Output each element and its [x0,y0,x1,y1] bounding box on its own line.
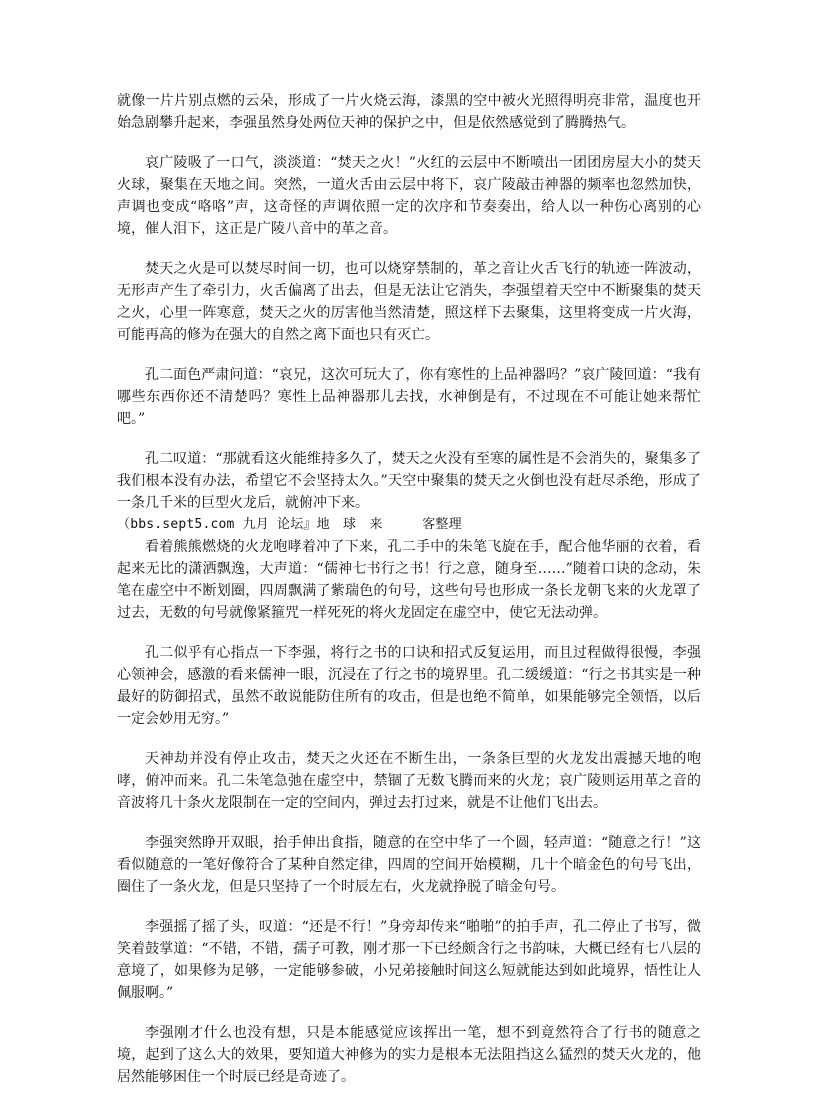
document-body [117,90,701,1106]
paragraph-4: 孔二面色严肃问道：“哀兄，这次可玩大了，你有寒性的上品神器吗？”哀广陵回道：“我有哪些东西你还不清楚吗？寒性上品神器那儿去找，水神倒是有，不过现在不可能让她来帮忙吧。” [117,367,701,427]
paragraph-7: 孔二似乎有心指点一下李强，将行之书的口诀和招式反复运用，而且过程做得很慢，李强心领神会，感激的看来儒神一眼，沉浸在了行之书的境界里。孔二缓缓道：“行之书其实是一种最好的防御招式，虽然不敢说能防住所有的攻击，但是也绝不简单，如果能够完全领悟，以后一定会妙用无穷。” [117,645,701,727]
paragraph-11: 李强刚才什么也没有想，只是本能感觉应该挥出一笔，想不到竟然符合了行书的随意之境，起到了这么大的效果，要知道大神修为的实力是根本无法阻挡这么猛烈的焚天火龙的，他居然能够困住一个时辰已经是奇迹了。 [117,1025,701,1085]
paragraph-9: 李强突然睁开双眼，抬手伸出食指，随意的在空中华了一个圆，轻声道：“随意之行！”这看似随意的一笔好像符合了某种自然定律，四周的空间开始模糊，几十个暗金色的句号飞出，圈住了一条火龙，但是只坚持了一个时辰左右，火龙就挣脱了暗金句号。 [117,835,701,895]
paragraph-1: 就像一片片别点燃的云朵，形成了一片火烧云海，漆黑的空中被火光照得明亮非常，温度也开始急剧攀升起来，李强虽然身处两位天神的保护之中，但是依然感觉到了腾腾热气。 [117,93,701,131]
paragraph-5: 孔二叹道：“那就看这火能维持多久了，焚天之火没有至寒的属性是不会消失的，聚集多了我们根本没有办法，希望它不会坚持太久。”天空中聚集的焚天之火倒也没有赶尽杀绝，形成了一条几千米的巨型火龙后，就俯冲下来。 [117,451,701,511]
paragraph-8: 天神劫并没有停止攻击，焚天之火还在不断生出，一条条巨型的火龙发出震撼天地的咆哮，俯冲而来。孔二朱笔急弛在虚空中，禁锢了无数飞腾而来的火龙；哀广陵则运用革之音的音波将几十条火龙限制在一定的空间内，弹过去打过来，就是不让他们飞出去。 [117,751,701,811]
paragraph-10: 李强摇了摇了头，叹道：“还是不行！”身旁却传来“啪啪”的拍手声，孔二停止了书写，微笑着鼓掌道：“不错，不错，孺子可教，刚才那一下已经颇含行之书韵味，大概已经有七八层的意境了，如果修为足够，一定能够参破，小兄弟接触时间这么短就能达到如此境界，悟性让人佩服啊。” [117,919,701,1001]
paragraph-3: 焚天之火是可以焚尽时间一切，也可以烧穿禁制的，革之音让火舌飞行的轨迹一阵波动，无形声产生了牵引力，火舌偏离了出去，但是无法让它消失，李强望着天空中不断聚集的焚天之火，心里一阵寒意，焚天之火的厉害他当然清楚，照这样下去聚集，这里将变成一片火海，可能再高的修为在强大的自然之离下面也只有灭亡。 [117,261,701,343]
paragraph-6: 看着熊熊燃烧的火龙咆哮着冲了下来，孔二手中的朱笔飞旋在手，配合他华丽的衣着，看起来无比的潇洒飘逸，大声道：“儒神七书行之书！行之意，随身至……”随着口诀的念动，朱笔在虚空中不断划圈，四周飘满了紫瑞色的句号，这些句号也形成一条长龙朝飞来的火龙罩了过去，无数的句号就像紧箍咒一样死死的将火龙固定在虚空中，使它无法动弹。 [117,539,701,621]
paragraph-2: 哀广陵吸了一口气，淡淡道：“焚天之火！”火红的云层中不断喷出一团团房屋大小的焚天火球，聚集在天地之间。突然，一道火舌由云层中将下，哀广陵敲击神器的频率也忽然加快，声调也变成“咯咯”声，这奇怪的声调依照一定的次序和节奏奏出，给人以一种伤心离别的心境，催人泪下，这正是广陵八音中的革之音。 [117,155,701,237]
source-credit-line: （bbs.sept5.com 九月 论坛』地 球 来 客整理 [117,517,462,532]
